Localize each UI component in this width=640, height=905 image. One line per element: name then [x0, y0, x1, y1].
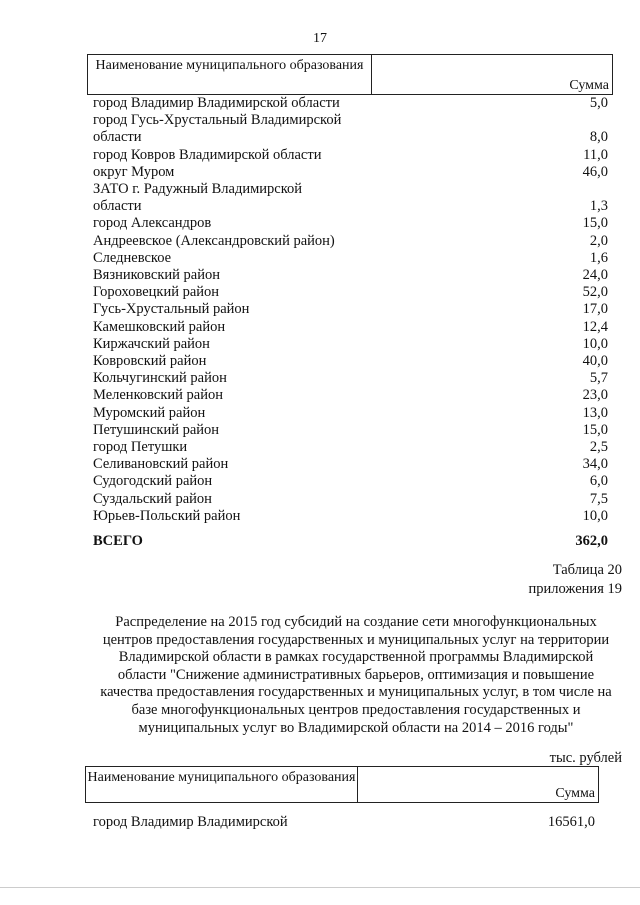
municipality-name: Камешковский район	[93, 318, 226, 335]
bottom-rule	[0, 887, 640, 888]
municipality-name: Селивановский район	[93, 456, 229, 473]
municipality-name: Андреевское (Александровский район)	[93, 232, 335, 249]
table-row	[93, 439, 608, 456]
amount-value: 1,3	[589, 198, 608, 215]
table-row	[93, 387, 608, 404]
amount-value: 15,0	[582, 215, 608, 232]
municipality-name: Судогодский район	[93, 473, 213, 490]
table2-header	[85, 766, 599, 803]
table-row	[93, 164, 608, 181]
units-label: тыс. рублей	[549, 750, 622, 766]
municipality-name: ЗАТО г. Радужный Владимирской	[93, 181, 303, 198]
table2-row-name: город Владимир Владимирской	[93, 814, 288, 830]
table-row	[93, 319, 608, 336]
amount-value: 5,7	[589, 370, 608, 387]
amount-value: 40,0	[582, 353, 608, 370]
municipality-name: город Гусь-Хрустальный Владимирской	[93, 112, 342, 129]
municipality-name: Гусь-Хрустальный район	[93, 301, 250, 318]
table-row	[93, 508, 608, 525]
amount-value: 7,5	[589, 490, 608, 507]
amount-value: 10,0	[582, 335, 608, 352]
table-row	[93, 336, 608, 353]
table-caption-appendix: приложения 19	[528, 581, 622, 597]
municipality-name: город Ковров Владимирской области	[93, 146, 322, 163]
amount-value: 52,0	[582, 284, 608, 301]
table-row	[93, 456, 608, 473]
amount-value: 8,0	[589, 129, 608, 146]
municipality-name: Меленковский район	[93, 387, 223, 404]
table-row	[93, 95, 608, 112]
municipality-name: округ Муром	[93, 163, 175, 180]
table1-body	[93, 95, 608, 550]
municipality-name: области	[93, 129, 142, 146]
municipality-name: Киржачский район	[93, 335, 210, 352]
municipality-name: Ковровский район	[93, 353, 207, 370]
amount-value: 23,0	[582, 387, 608, 404]
municipality-name: Петушинский район	[93, 421, 220, 438]
table-row	[93, 198, 608, 215]
amount-value: 11,0	[583, 146, 608, 163]
municipality-name: Гороховецкий район	[93, 284, 220, 301]
table-row	[93, 284, 608, 301]
table2-header-name: Наименование муниципального образования	[86, 767, 358, 802]
table2-row-value: 16561,0	[547, 814, 595, 830]
table-row	[93, 353, 608, 370]
total-row	[93, 533, 608, 550]
total-label: ВСЕГО	[93, 533, 143, 550]
amount-value: 1,6	[589, 249, 608, 266]
amount-value: 46,0	[582, 163, 608, 180]
amount-value: 17,0	[582, 301, 608, 318]
table-row	[93, 491, 608, 508]
municipality-name: Суздальский район	[93, 490, 212, 507]
amount-value: 13,0	[582, 404, 608, 421]
municipality-name: Следневское	[93, 249, 172, 266]
amount-value: 24,0	[582, 267, 608, 284]
amount-value: 2,0	[589, 232, 608, 249]
table-row	[93, 181, 608, 198]
amount-value: 6,0	[589, 473, 608, 490]
table-row	[93, 422, 608, 439]
amount-value: 12,4	[582, 318, 608, 335]
amount-value: 2,5	[589, 439, 608, 456]
table1-header-sum: Сумма	[569, 78, 609, 93]
section-title: Распределение на 2015 год субсидий на создание сети многофункциональных центров предоставления государственных и муниципальных услуг на территории Владимирской области в рамках государственной программы Владимирской области "Снижение административных барьеров, оптимизация и повышение качества предоставления государственных и муниципальных услуг, в том числе на базе многофункциональных центров предоставления государственных и муниципальных услуг во Владимирской области на 2014 – 2016 годы"	[100, 614, 612, 736]
municipality-name: Юрьев-Польский район	[93, 507, 241, 524]
amount-value: 5,0	[589, 95, 608, 111]
table1-header	[87, 54, 613, 95]
table-caption-number: Таблица 20	[552, 562, 622, 578]
amount-value: 10,0	[582, 507, 608, 524]
table2-row	[93, 814, 595, 831]
table-row	[93, 112, 608, 129]
table1-header-name: Наименование муниципального образования	[88, 55, 372, 94]
table-row	[93, 267, 608, 284]
table-row	[93, 301, 608, 318]
table-row	[93, 215, 608, 232]
table-row	[93, 250, 608, 267]
municipality-name: области	[93, 198, 142, 215]
table-row	[93, 370, 608, 387]
total-value: 362,0	[575, 533, 608, 550]
municipality-name: Вязниковский район	[93, 267, 220, 284]
table-row	[93, 129, 608, 146]
municipality-name: город Петушки	[93, 439, 188, 456]
table-row	[93, 233, 608, 250]
amount-value: 15,0	[582, 421, 608, 438]
table-row	[93, 405, 608, 422]
table-row	[93, 147, 608, 164]
municipality-name: Муромский район	[93, 404, 206, 421]
table-row	[93, 473, 608, 490]
municipality-name: город Владимир Владимирской области	[93, 95, 340, 111]
amount-value: 34,0	[582, 456, 608, 473]
table-caption	[529, 561, 622, 599]
municipality-name: Кольчугинский район	[93, 370, 227, 387]
municipality-name: город Александров	[93, 215, 212, 232]
page-number: 17	[313, 31, 327, 46]
table2-header-sum: Сумма	[555, 786, 595, 801]
